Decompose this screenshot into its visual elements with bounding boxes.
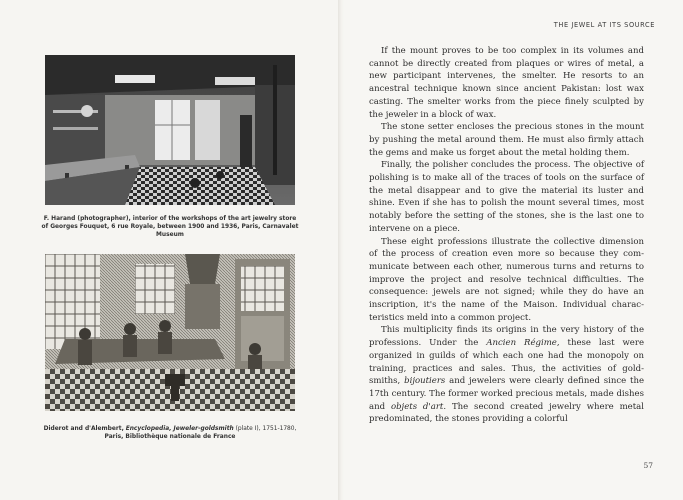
photo-caption-line-1: F. Harand (photographer), interior of the workshops of the art jewelry store	[43, 216, 297, 222]
text-line: where metal predominated, the stones providing a colorful	[369, 401, 645, 425]
text-line: the 17th century. The former worked precious metals,	[369, 376, 645, 399]
body-text	[369, 45, 644, 426]
text-line: . The second created jewelry	[443, 401, 581, 412]
encyclopedia-engraving	[45, 254, 295, 411]
text-line-italic: Ancien Régime	[486, 338, 557, 349]
photo-caption-line-2: of Georges Fouquet, 6 rue Royale, between 1900 and 1936, Paris, Carnavalet Museum	[41, 224, 299, 238]
text-line: These eight professions illustrate the collective dimension	[381, 236, 644, 247]
text-line: of the metal disappear and to give the material its luster and	[369, 173, 645, 196]
text-line: inscription, it's the name of the Maison. Individual charac-	[369, 300, 644, 311]
text-line: most notably before the setting of the stones, she is the last	[369, 198, 645, 222]
text-line: of the process of creation even more so because they com-	[369, 249, 644, 260]
text-line: casting. The smelter works from the piece finely sculpted by	[369, 96, 644, 107]
text-line: them.	[604, 147, 630, 158]
engraving-caption-author: Diderot and d'Alembert,	[43, 426, 124, 432]
text-line: by pushing the metal around them. He must also firmly	[369, 134, 614, 145]
text-line: a new participant intervenes, the smelter. He resorts to an	[369, 58, 645, 82]
engraving-caption-title: Encyclopedia, Jeweler-goldsmith	[125, 426, 234, 432]
text-line: ancestral technique known since ancient Pakistan: lost wax	[369, 84, 644, 95]
text-line: Finally, the polisher concludes the process. The objective	[381, 160, 633, 171]
engraving-caption-plate: (plate I), 1751-1780,	[235, 426, 297, 432]
paragraph-smelter	[369, 45, 644, 121]
text-line: organized in guilds of which each one had the monopoly	[369, 350, 629, 361]
paragraph-history	[369, 324, 644, 426]
text-line: smiths,	[369, 376, 401, 387]
text-line: the jeweler in a block of wax.	[369, 109, 497, 120]
engraving-caption	[40, 425, 300, 441]
text-line: one to intervene on a piece.	[369, 211, 645, 234]
text-line: consequence: jewels are not signed; while they do have an	[369, 287, 644, 298]
text-line: of polishing is to make all of the traces of tools on the surface	[369, 160, 644, 184]
paragraph-polisher	[369, 159, 644, 235]
text-line-italic: bijoutiers	[404, 376, 446, 387]
running-head: THE JEWEL AT ITS SOURCE	[553, 21, 655, 29]
photo-caption	[40, 215, 300, 239]
text-line: If the mount proves to be too complex in its volumes and	[381, 46, 644, 56]
text-line: attach the gems and make us forget about the metal holding	[369, 134, 644, 158]
text-line: the professions. Under the	[369, 325, 644, 349]
text-line: to improve the project and resolve technical difficulties. The	[369, 261, 644, 285]
text-line: made dishes and	[369, 388, 645, 412]
page-number: 57	[643, 461, 653, 470]
text-line: and jewelers were clearly defined since	[449, 376, 627, 387]
workshop-photograph	[45, 55, 295, 205]
text-line: shine. Even if she has to polish the mount several times,	[369, 198, 620, 209]
text-line: This multiplicity finds its origins in the very history of	[381, 325, 626, 336]
paragraph-stone-setter	[369, 121, 644, 159]
paragraph-professions	[369, 236, 644, 325]
text-line-italic: objets d'art	[390, 401, 444, 412]
text-line: teristics meld into a common project.	[369, 312, 532, 323]
text-line: municate between each other, numerous turns and returns	[369, 261, 632, 272]
text-line: , these last were	[556, 338, 645, 349]
book-gutter	[338, 0, 344, 500]
engraving-caption-line-2: Paris, Bibliothèque nationale de France	[104, 434, 236, 440]
text-line: The stone setter encloses the precious stones in the mount	[381, 122, 644, 133]
text-line: on training, practices and sales. Thus, the activities of gold-	[369, 350, 645, 374]
text-line: cannot be directly created from plaques or wires of metal,	[369, 58, 635, 69]
